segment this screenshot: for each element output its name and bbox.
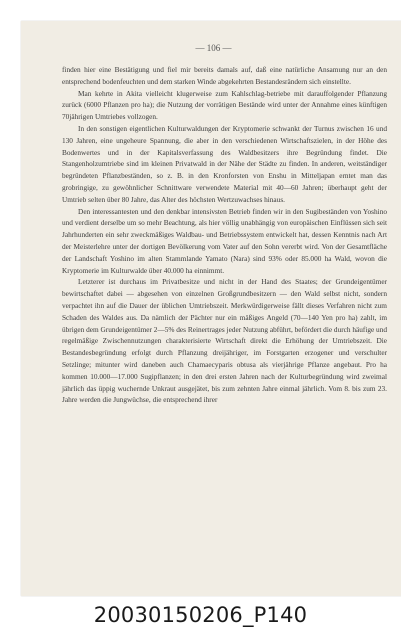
- scanned-page: [21, 21, 401, 596]
- page-text: [62, 64, 387, 406]
- page-number: — 106 —: [195, 43, 232, 53]
- image-id-caption: 20030150206_P140: [93, 603, 308, 627]
- paragraph-2: Man kehrte in Akita vielleicht klugerweise zum Kahlschlag-betriebe mit darauffolgender Pflanzung zurück (6000 Pflanzen pro ha); die Nutzung der vorrätigen Bestände wird unter der Annahme eines künftigen 70jährigen Umtriebes vollzogen.: [62, 88, 387, 122]
- paragraph-5: Letzterer ist durchaus im Privatbesitze und nicht in der Hand des Staates; der Grundeigentümer bewirtschaftet dabei — abgesehen von einzelnen Großgrundbesitzern — den Wald selbst nicht, sondern verpachtet ihn auf die Dauer der üblichen Umtriebszeit. Merkwürdigerweise fällt dieses Verfahren nicht zum Schaden des Waldes aus. Da nämlich der Pächter nur ein mäßiges Angeld (70—140 Yen pro ha) zahlt, im übrigen dem Grundeigentümer 2—5% des Reinertrages jeder Nutzung abführt, befördert die durch häufige und regelmäßige Zwischennutzungen charakterisierte Wirtschaft direkt die Erhöhung der Umtriebszeit. Die Bestandesbegründung erfolgt durch Pflanzung dreijähriger, im Forstgarten erzogener und verschulter Setzlinge; mitunter wird daneben auch Chamaecyparis obtusa als vierjährige Pflanze angebaut. Pro ha kommen 10.000—17.000 Sugipflanzen; in den drei ersten Jahren nach der Kulturbegründung wird zweimal jährlich das üppig wuchernde Unkraut ausgejätet, bis zum zehnten Jahre einmal jährlich. Vom 8. bis zum 23. Jahre werden die Jungwüchse, die entsprechend ihrer: [62, 277, 388, 405]
- paragraph-1: finden hier eine Bestätigung und fiel mir bereits damals auf, daß eine natürliche Ansamung nur an den entsprechend bodenfeuchten und dem starken Winde abgekehrten Bestandesrändern sich einstellte.: [62, 65, 387, 86]
- paragraph-3: In den sonstigen eigentlichen Kulturwaldungen der Kryptomerie schwankt der Turnus zwischen 16 und 130 Jahren, eine ungeheure Spannung, die aber in den verschiedenen Wirtschaftszielen, in der Höhe des Bodenwertes und in der Kapitalsverfassung des Waldbesitzers ihre Begründung findet. Die Stangenholzumtriebe sind im kleinen Privatwald in der Nähe der Städte zu finden. In anderen, weitständiger begründeten Pflanzbeständen, so z. B. in den Kronforsten von Enshu in Mitteljapan erntet man das grobringige, zu gewöhnlicher Schnittware verwendete Material mit 40—60 Jahren; überhaupt geht der Umtrieb selten über 80 Jahre, das Alter des höchsten Wertzuwachses hinaus.: [62, 123, 387, 204]
- paragraph-4: Den interessantesten und den denkbar intensivsten Betrieb finden wir in den Sugibeständen von Yoshino und verdient derselbe um so mehr Beachtung, als hier völlig unabhängig von europäischen Einflüssen sich seit Jahrhunderten ein sehr zweckmäßiges Waldbau- und Betriebssystem entwickelt hat, dessen Kenntnis nach Art der Meisterlehre unter der dortigen Bevölkerung vom Vater auf den Sohn vererbt wird. Von der Gesamtfläche der Landschaft Yoshino im alten Stammlande Yamato (Nara) sind 93% oder 85.000 ha Wald, wovon die Kryptomerie im Kulturwalde über 40.000 ha einnimmt.: [62, 206, 387, 275]
